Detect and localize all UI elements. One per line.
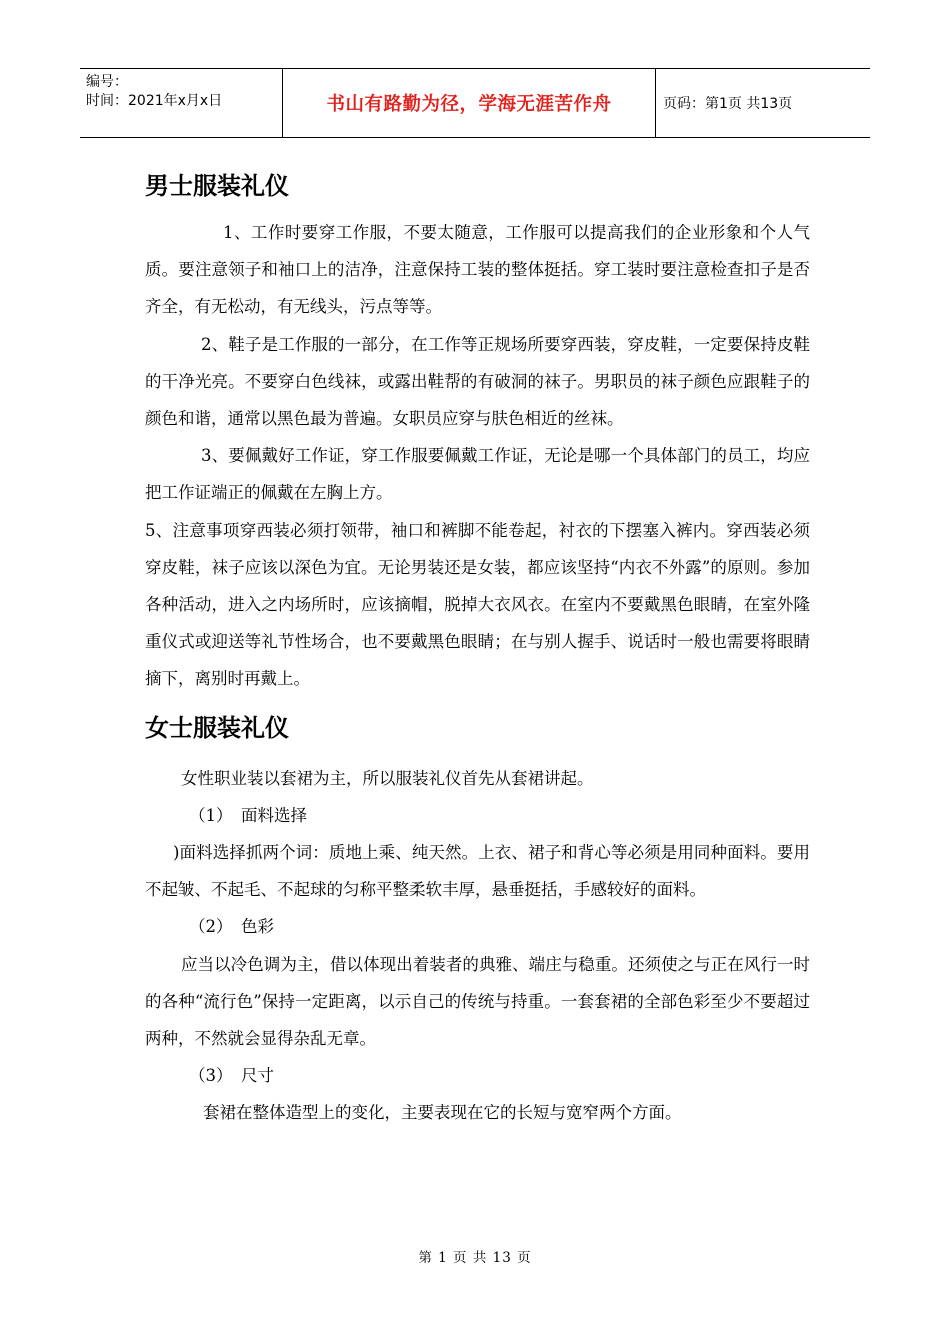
men-section-heading: 男士服装礼仪: [145, 172, 289, 200]
subsection-3-label: 尺寸: [241, 1066, 274, 1086]
header-motto: 书山有路勤为径，学海无涯苦作舟: [326, 94, 612, 115]
page-header: [80, 68, 870, 138]
subsection-3-title: [145, 1057, 810, 1094]
subsection-3-text: 套裙在整体造型上的变化，主要表现在它的长短与宽窄两个方面。: [203, 1103, 682, 1123]
doc-date: 时间：2021年x月x日: [86, 93, 223, 109]
men-paragraph-5: 5、注意事项穿西装必须打领带，袖口和裤脚不能卷起，衬衣的下摆塞入裤内。穿西装必须穿皮鞋，袜子应该以深色为宜。无论男装还是女装，都应该坚持“内衣不外露”的原则。参加各种活动，进入之内场所时，应该摘帽，脱掉大衣风衣。在室内不要戴黑色眼睛，在室外隆重仪式或迎送等礼节性场合，也不要戴黑色眼睛；在与别人握手、说话时一般也需要将眼睛摘下，离别时再戴上。: [145, 520, 810, 689]
subsection-2-number: （2）: [189, 917, 233, 937]
subsection-1-label: 面料选择: [241, 805, 307, 825]
header-page-info: 页码：第1页 共13页: [663, 96, 793, 112]
subsection-1-number: （1）: [189, 805, 233, 825]
subsection-1-title: [145, 797, 810, 834]
subsection-1-text: )面料选择抓两个词：质地上乘、纯天然。上衣、裙子和背心等必须是用同种面料。要用不起皱、不起毛、不起球的匀称平整柔软丰厚，悬垂挺括，手感较好的面料。: [145, 843, 810, 900]
page-footer: 第 1 页 共 13 页: [418, 1250, 532, 1266]
doc-number-label: 编号：: [86, 74, 128, 90]
document-body: [145, 160, 810, 1132]
subsection-2-title: [145, 908, 810, 945]
men-paragraph-3: 3、要佩戴好工作证，穿工作服要佩戴工作证，无论是哪一个具体部门的员工，均应把工作证端正的佩戴在左胸上方。: [145, 446, 810, 503]
header-meta: [80, 69, 282, 137]
header-motto-cell: [282, 69, 656, 137]
subsection-2-text: 应当以冷色调为主，借以体现出着装者的典雅、端庄与稳重。还须使之与正在风行一时的各种“流行色”保持一定距离，以示自己的传统与持重。一套套裙的全部色彩至少不要超过两种，不然就会显得杂乱无章。: [145, 954, 810, 1049]
women-section-heading: 女士服装礼仪: [145, 713, 289, 742]
subsection-2-label: 色彩: [241, 917, 274, 937]
men-paragraph-2: 2、鞋子是工作服的一部分，在工作等正规场所要穿西装，穿皮鞋，一定要保持皮鞋的干净光亮。不要穿白色线袜，或露出鞋帮的有破洞的袜子。男职员的袜子颜色应跟鞋子的颜色和谐，通常以黑色最为普遍。女职员应穿与肤色相近的丝袜。: [145, 334, 810, 429]
men-paragraph-1: 1、工作时要穿工作服，不要太随意，工作服可以提高我们的企业形象和个人气质。要注意领子和袖口上的洁净，注意保持工装的整体挺括。穿工装时要注意检查扣子是否齐全，有无松动，有无线头，污点等等。: [145, 223, 810, 317]
subsection-3-number: （3）: [189, 1066, 233, 1086]
women-intro: 女性职业装以套裙为主，所以服装礼仪首先从套裙讲起。: [181, 768, 594, 788]
